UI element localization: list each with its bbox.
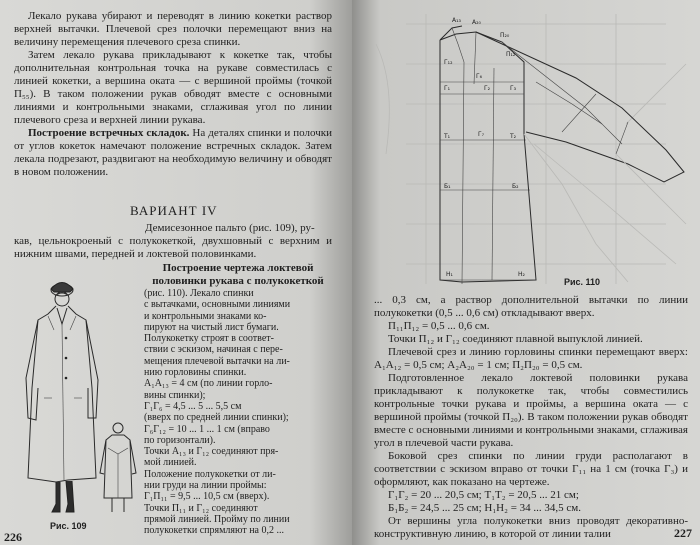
ghost-grid [376,14,686,284]
column-line: Точки А₁₃ и Г₁₂ соединяют пря- [144,446,279,458]
column-line: Точки П₁₁ и Г₁₂ соединяют [144,502,258,514]
drawing-point-label: Г₇ [478,131,485,138]
column-line: по горизонтали). [144,434,216,446]
paragraph-side-seam: Боковой срез спинки по линии груди располагают в соответствии с эскизом вправо от точки Г₁₁ на 1 см (точка Г₃) и оформляют, как показано на чертеже. [374,450,688,488]
drawing-point-label: Б₂ [512,183,519,190]
column-line: прямой линией. Пройму по линии [144,513,290,525]
paragraph-shoulder-shift: Плечевой срез и линию горловины спинки перемещают вверх: А₁А₁₂ = 0,5 см; А₂А₂₀ = 1 см; П₂П₂₀ = 0,5 см. [374,346,688,371]
column-line: вины спинки); [144,389,206,401]
drawing-point-label: А₁₃ [452,17,461,24]
column-line: мой линией. [144,457,197,469]
drawing-point-label: Г₂ [484,85,491,92]
column-line: (рис. 110). Лекало спинки [144,288,254,299]
column-line: А₁А₁₃ = 4 см (по линии горло- [144,378,273,390]
column-line: нии груди на линии проймы: [144,480,267,492]
paragraph-sleeve-pattern: Лекало рукава убирают и переводят в линию кокетки раствор верхней вытачки. Плечевой срез полочки перемещают вниз на величину перемещения плечевого среза спинки. [14,10,332,48]
drawing-point-label: Г₁ [444,85,451,92]
column-line: Г₆Г₁₂ = 10 ... 1 ... 1 см (вправо [144,423,270,435]
coat-illustration [8,268,144,518]
intro-rest: кав, цельнокроеный с полукокеткой, двухшовный с верхним и нижним швами, передней и локтевой половинками. [14,235,332,260]
column-line: и контрольными знаками ко- [144,310,267,322]
figure-109-caption: Рис. 109 [50,521,87,531]
drawing-point-label: Г₁₂ [444,59,453,66]
paragraph-connect-points: Точки П₁₂ и Г₁₂ соединяют плавной выпуклой линией. [388,333,643,345]
pattern-drawing [366,4,688,294]
drawing-point-label: Т₂ [510,133,517,140]
drawing-point-label: Г₃ [510,85,517,92]
drawing-point-label: П₂₀ [500,32,510,39]
intro-line-1: Демисезонное пальто (рис. 109), ру- [145,222,315,234]
drawing-point-label: Н₁ [446,271,453,278]
continuation-text: ... 0,3 см, а раствор дополнительной вытачки по линии полукокетки (0,5 ... 0,6 см) откладывают вверх. [374,294,688,319]
column-line: Полукокетку строят в соответ- [144,333,274,345]
paragraph-pleats [14,127,332,179]
column-line: Г₁Г₆ = 4,5 ... 5 ... 5,5 см [144,400,242,412]
drawing-point-label: А₂₀ [472,19,481,26]
drawing-point-label: Б₁ [444,183,451,190]
drawing-point-label: П₁₂ [506,51,516,58]
right-page [352,0,700,545]
variant-heading: ВАРИАНТ IV [130,203,218,218]
paragraph-decorative-line: От вершины угла полукокетки вниз проводят декоративно-конструктивную линию, в которой от линии талии [374,515,688,540]
figure-110-caption: Рис. 110 [564,277,601,287]
left-page-number: 226 [4,530,22,544]
left-column-text [144,288,332,537]
column-line: ствии с эскизом, начиная с пере- [144,344,283,356]
drawing-point-label: Т₁ [444,133,451,140]
formula-b1b2: Б₁Б₂ = 24,5 ... 25 см; Н₁Н₂ = 34 ... 34,5 см. [388,502,582,514]
paragraph-elbow-sleeve: Подготовленное лекало локтевой половинки рукава прикладывают к полукокетке так, чтобы совместились контрольные точки рукава и проймы, а вершина оката — с вершиной проймы (точкой П₂₀). В таком положении рукав обводят вместе с основными линиями и контрольными знаками, сглаживая угол в плечевой части рукава. [374,372,688,449]
column-line: пируют на чистый лист бумаги. [144,321,279,333]
pleats-text: На деталях спинки и полочки от углов кокеток намечают положение встречных складок. Затем лекала подрезают, раздвигают на необходимую величину и обводят в новом положении. [14,127,332,178]
column-line: полукокетки спрямляют на 0,2 ... [144,525,284,537]
formula-g1g2: Г₁Г₂ = 20 ... 20,5 см; Т₁Т₂ = 20,5 ... 21 см; [388,489,579,501]
left-text-block-1 [14,10,332,179]
column-subheading: Построение чертежа локтевой половинки рукава с полукокеткой [152,262,324,287]
column-line: нию горловины спинки. [144,367,247,379]
right-page-number: 227 [674,526,692,540]
pleats-subheading: Построение встречных складок. [28,127,190,139]
column-line: Положение полукокетки от ли- [144,468,276,480]
formula-p11p12: П₁₁П₁₂ = 0,5 ... 0,6 см. [388,320,490,332]
column-line: с вытачками, основными линиями [144,299,291,311]
drawing-point-label: Н₂ [518,271,525,278]
paragraph-sleeve-placement: Затем лекало рукава прикладывают к кокетке так, чтобы дополнительная контрольная точка на рукаве совместилась с линией кокетки, а вершина оката — с вершиной проймы (точкой П₅₅). В таком положении рукав обводят вместе с основными линиями и контрольными знаками, сглаживая угол по линии плечевого среза и верхней линии рукава. [14,49,332,126]
right-text-block [374,294,688,541]
column-line: (вверх по средней линии спинки); [144,412,289,424]
drawing-point-label: Г₆ [476,73,483,80]
column-line: Г₁П₁₁ = 9,5 ... 10,5 см (вверх). [144,491,270,503]
column-line: мещения плечевой вытачки на ли- [144,355,290,367]
